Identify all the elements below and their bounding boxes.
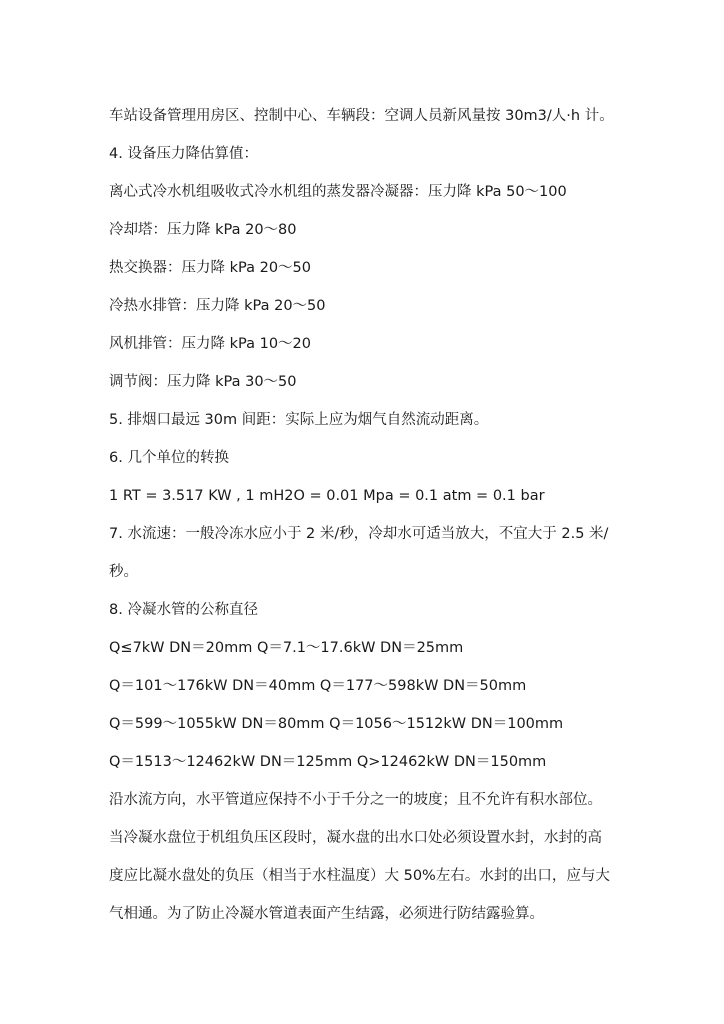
text-line-water-seal-3: 气相通。为了防止冷凝水管道表面产生结露，必须进行防结露验算。 [109,906,544,922]
heading-condensate-pipe: 8. 冷凝水管的公称直径 [109,602,258,618]
text-line-chiller: 离心式冷水机组吸收式冷水机组的蒸发器冷凝器：压力降 kPa 50～100 [109,184,567,200]
text-line-water-velocity-cont: 秒。 [109,564,138,580]
text-line-cooling-tower: 冷却塔：压力降 kPa 20～80 [109,222,297,238]
text-line-fresh-air: 车站设备管理用房区、控制中心、车辆段：空调人员新风量按 30m3/人·h 计。 [109,108,614,124]
text-line-conversion: 1 RT = 3.517 KW , 1 mH2O = 0.01 Mpa = 0.1 atm = 0.1 bar [109,488,545,504]
text-line-water-coil: 冷热水排管：压力降 kPa 20～50 [109,298,326,314]
text-line-dn-row-3: Q＝599～1055kW DN＝80mm Q＝1056～1512kW DN＝100mm [109,716,564,732]
text-line-dn-row-2: Q＝101～176kW DN＝40mm Q＝177～598kW DN＝50mm [109,678,527,694]
text-line-smoke-outlet: 5. 排烟口最远 30m 间距：实际上应为烟气自然流动距离。 [109,412,489,428]
text-line-fan-coil: 风机排管：压力降 kPa 10～20 [109,336,311,352]
text-line-heat-exchanger: 热交换器：压力降 kPa 20～50 [109,260,311,276]
text-line-water-velocity: 7. 水流速：一般冷冻水应小于 2 米/秒，冷却水可适当放大，不宜大于 2.5 米/ [109,526,609,542]
text-line-water-seal-2: 度应比凝水盘处的负压（相当于水柱温度）大 50%左右。水封的出口，应与大 [109,868,610,884]
text-line-slope: 沿水流方向，水平管道应保持不小于千分之一的坡度；且不允许有积水部位。 [109,792,602,808]
text-line-dn-row-4: Q＝1513～12462kW DN＝125mm Q>12462kW DN＝150mm [109,754,547,770]
text-line-water-seal-1: 当冷凝水盘位于机组负压区段时，凝水盘的出水口处必须设置水封，水封的高 [109,830,602,846]
heading-unit-conversion: 6. 几个单位的转换 [109,450,229,466]
heading-pressure-drop: 4. 设备压力降估算值： [109,146,258,162]
text-line-dn-row-1: Q≤7kW DN＝20mm Q＝7.1～17.6kW DN＝25mm [109,640,464,656]
text-line-valve: 调节阀：压力降 kPa 30～50 [109,374,297,390]
